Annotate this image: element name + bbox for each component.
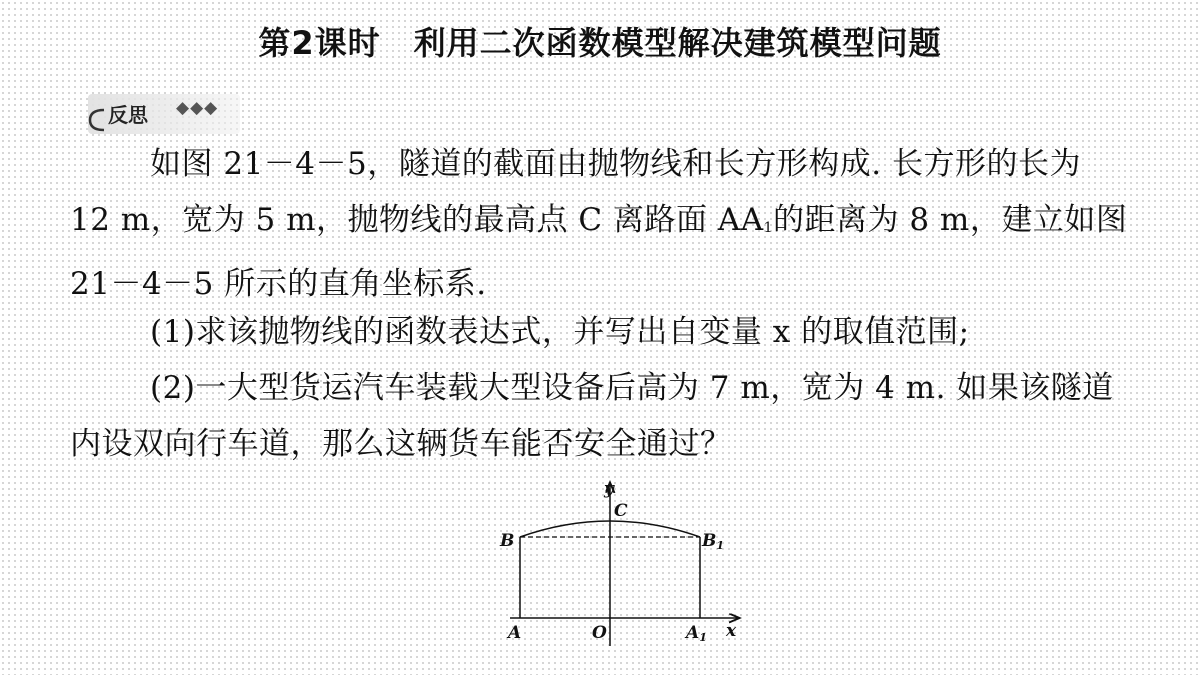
x-axis-label: x [726, 621, 737, 641]
reflection-badge [88, 94, 240, 134]
problem-statement [70, 136, 1130, 312]
question-2: (2)一大型货运汽车装载大型设备后高为 7 m，宽为 4 m. 如果该隧道内设双向行车道，那么这辆货车能否安全通过？ [70, 370, 1114, 462]
tunnel-figure [490, 476, 750, 660]
point-b-label: B [500, 531, 515, 551]
subscript: 1 [763, 220, 773, 236]
problem-text-a: 如图 21－4－5，隧道的截面由抛物线和长方形构成. 长方形的长为 12 m，宽为 5 m，抛物线的最高点 C 离路面 AA [70, 146, 1081, 238]
problem-text-b: 的距离为 8 m，建立如图 21－4－5 所示的直角坐标系. [70, 202, 1128, 302]
hook-icon [88, 108, 108, 132]
origin-label: O [592, 623, 607, 643]
y-axis-label: y [604, 479, 614, 499]
badge-label: 反思 [108, 103, 148, 127]
point-a1-label: A1 [686, 623, 707, 644]
point-b1-label: B1 [702, 531, 725, 552]
point-a-label: A [508, 623, 522, 643]
question-1: (1)求该抛物线的函数表达式，并写出自变量 x 的取值范围; [150, 314, 970, 350]
diamond-icon: ◆◆◆ [176, 98, 219, 118]
point-c-label: C [614, 501, 628, 521]
page-title: 第2课时 利用二次函数模型解决建筑模型问题 [258, 24, 942, 62]
